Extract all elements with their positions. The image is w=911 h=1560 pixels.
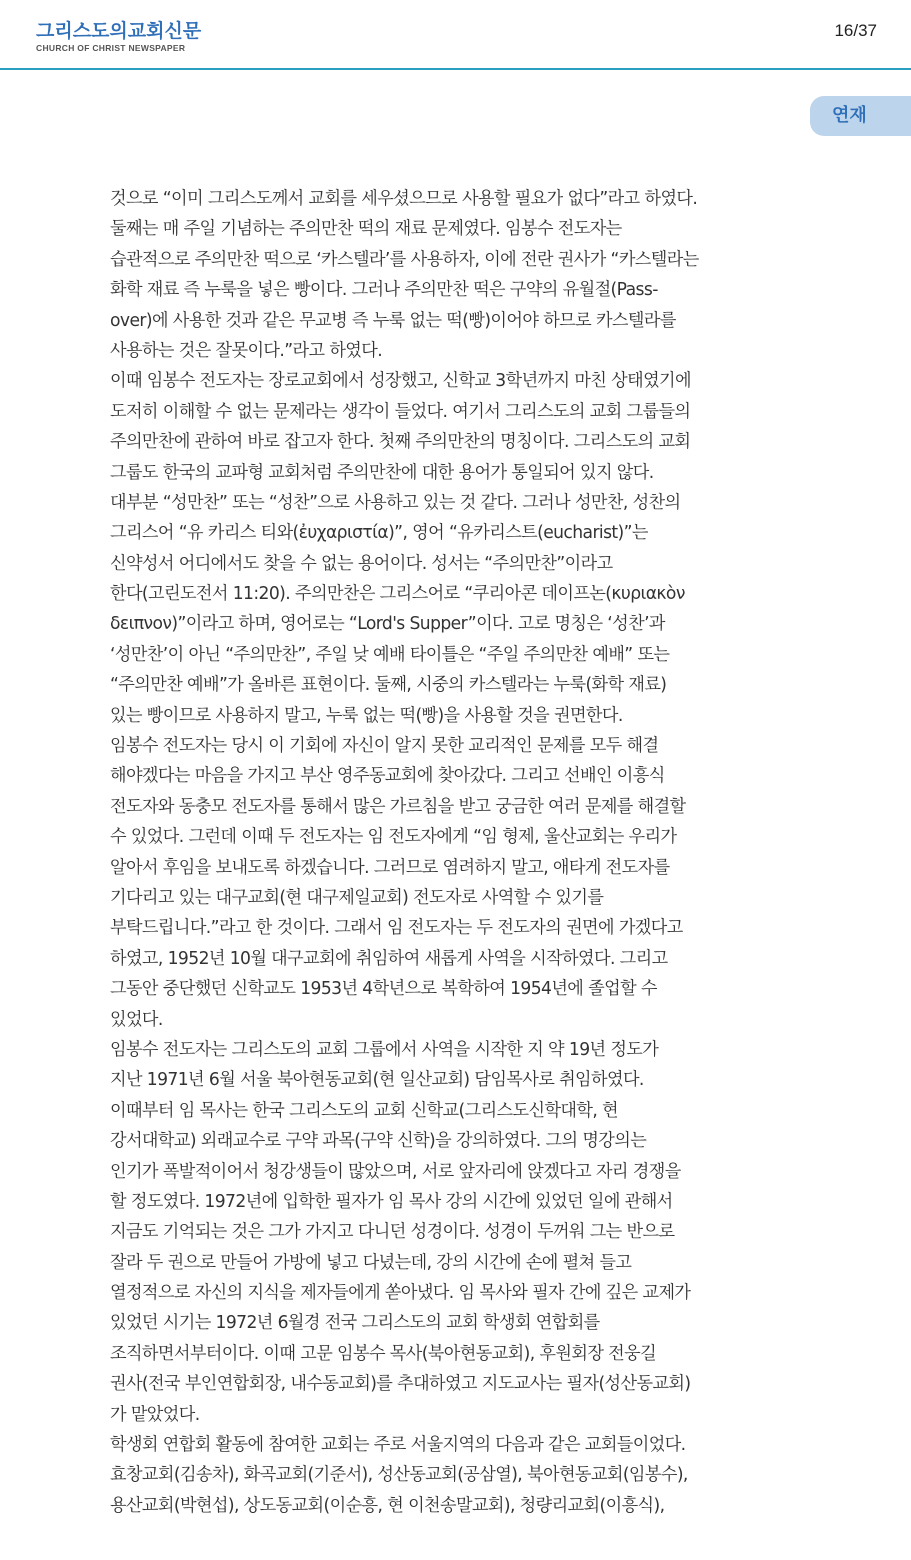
article-line: 학생회 연합회 활동에 참여한 교회는 주로 서울지역의 다음과 같은 교회들이었다. [110,1435,686,1456]
article-line: 이때부터 임 목사는 한국 그리스도의 교회 신학교(그리스도신학대학, 현 [110,1100,619,1121]
article-line: 있는 빵이므로 사용하지 말고, 누룩 없는 떡(빵)을 사용할 것을 권면한다. [110,705,623,726]
article-line: 임봉수 전도자는 당시 이 기회에 자신이 알지 못한 교리적인 문제를 모두 해결 [110,736,659,757]
article-line: 용산교회(박현섭), 상도동교회(이순흥, 현 이천송말교회), 청량리교회(이흥식), [110,1495,665,1516]
article-line: 대부분 “성만찬” 또는 “성찬”으로 사용하고 있는 것 같다. 그러나 성만찬, 성찬의 [110,492,681,513]
article-line: 열정적으로 자신의 지식을 제자들에게 쏟아냈다. 임 목사와 필자 간에 깊은 교제가 [110,1283,691,1304]
article-line: 강서대학교) 외래교수로 구약 과목(구약 신학)을 강의하였다. 그의 명강의는 [110,1131,647,1152]
section-badge: 연재 [810,96,911,136]
article-line: 한다(고린도전서 11:20). 주의만찬은 그리스어로 “쿠리아콘 데이프논(κυριακὸν [110,584,685,605]
article-line: 그룹도 한국의 교파형 교회처럼 주의만찬에 대한 용어가 통일되어 있지 않다. [110,462,654,483]
page-header [0,0,911,70]
article-body [110,184,810,1521]
article-line: 신약성서 어디에서도 찾을 수 없는 용어이다. 성서는 “주의만찬”이라고 [110,553,613,574]
logo-subtitle: CHURCH OF CHRIST NEWSPAPER [36,43,186,53]
article-line: 사용하는 것은 잘못이다.”라고 하였다. [110,340,383,361]
article-line: 그동안 중단했던 신학교도 1953년 4학년으로 복학하여 1954년에 졸업할 수 [110,979,657,1000]
article-line: 기다리고 있는 대구교회(현 대구제일교회) 전도자로 사역할 수 있기를 [110,887,604,908]
article-line: 화학 재료 즉 누룩을 넣은 빵이다. 그러나 주의만찬 떡은 구약의 유월절(Pass- [110,280,658,301]
article-line: 있었다. [110,1009,163,1030]
article-line: “주의만찬 예배”가 올바른 표현이다. 둘째, 시중의 카스텔라는 누룩(화학 재료) [110,675,667,696]
article-line: 있었던 시기는 1972년 6월경 전국 그리스도의 교회 학생회 연합회를 [110,1313,600,1334]
article-line: 부탁드립니다.”라고 한 것이다. 그래서 임 전도자는 두 전도자의 권면에 가겠다고 [110,918,683,939]
article-line: 것으로 “이미 그리스도께서 교회를 세우셨으므로 사용할 필요가 없다”라고 하였다. [110,189,698,209]
article-line: 가 맡았었다. [110,1404,200,1425]
article-line: 조직하면서부터이다. 이때 고문 임봉수 목사(북아현동교회), 후원회장 전웅길 [110,1343,657,1364]
article-line: ‘성만찬’이 아닌 “주의만찬”, 주일 낮 예배 타이틀은 “주일 주의만찬 예배” 또는 [110,644,670,665]
article-line: 그리스어 “유 카리스 티와(ἐυχαριστία)”, 영어 “유카리스트(eucharist)”는 [110,523,648,544]
article-line: 인기가 폭발적이어서 청강생들이 많았으며, 서로 앞자리에 앉겠다고 자리 경쟁을 [110,1161,681,1182]
page-number: 16/37 [834,21,877,40]
article-line: 권사(전국 부인연합회장, 내수동교회)를 추대하였고 지도교사는 필자(성산동교회) [110,1374,691,1395]
article-line: 도저히 이해할 수 없는 문제라는 생각이 들었다. 여기서 그리스도의 교회 그룹들의 [110,401,691,422]
logo-title: 그리스도의교회신문 [36,20,202,42]
article-line: 주의만찬에 관하여 바로 잡고자 한다. 첫째 주의만찬의 명칭이다. 그리스도의 교회 [110,432,691,453]
article-line: 임봉수 전도자는 그리스도의 교회 그룹에서 사역을 시작한 지 약 19년 정도가 [110,1039,659,1060]
article-line: 알아서 후임을 보내도록 하겠습니다. 그러므로 염려하지 말고, 애타게 전도자를 [110,857,670,878]
article-line: 할 정도였다. 1972년에 입학한 필자가 임 목사 강의 시간에 있었던 일에 관해서 [110,1191,673,1212]
article-line: 습관적으로 주의만찬 떡으로 ‘카스텔라’를 사용하자, 이에 전란 권사가 “카스텔라는 [110,249,699,270]
article-line: over)에 사용한 것과 같은 무교병 즉 누룩 없는 떡(빵)이어야 하므로 카스텔라를 [110,310,676,331]
article-line: 하였고, 1952년 10월 대구교회에 취임하여 새롭게 사역을 시작하였다. 그리고 [110,948,668,969]
article-line: 이때 임봉수 전도자는 장로교회에서 성장했고, 신학교 3학년까지 마친 상태였기에 [110,371,691,392]
article-line: 전도자와 동충모 전도자를 통해서 많은 가르침을 받고 궁금한 여러 문제를 해결할 [110,796,686,817]
article-line: δειπνον)”이라고 하며, 영어로는 “Lord's Supper”이다. 고로 명칭은 ‘성찬’과 [110,614,665,635]
article-line: 지금도 기억되는 것은 그가 가지고 다니던 성경이다. 성경이 두꺼워 그는 반으로 [110,1222,675,1243]
article-line: 지난 1971년 6월 서울 북아현동교회(현 일산교회) 담임목사로 취임하였다. [110,1070,644,1091]
article-line: 둘째는 매 주일 기념하는 주의만찬 떡의 재료 문제였다. 임봉수 전도자는 [110,219,622,240]
article-line: 잘라 두 권으로 만들어 가방에 넣고 다녔는데, 강의 시간에 손에 펼쳐 들고 [110,1252,632,1273]
article-line: 해야겠다는 마음을 가지고 부산 영주동교회에 찾아갔다. 그리고 선배인 이흥식 [110,766,665,787]
article-line: 효창교회(김송차), 화곡교회(기준서), 성산동교회(공삼열), 북아현동교회(임봉수), [110,1465,688,1486]
newspaper-logo[interactable] [36,20,201,53]
article-line: 수 있었다. 그런데 이때 두 전도자는 임 전도자에게 “임 형제, 울산교회는 우리가 [110,827,677,848]
